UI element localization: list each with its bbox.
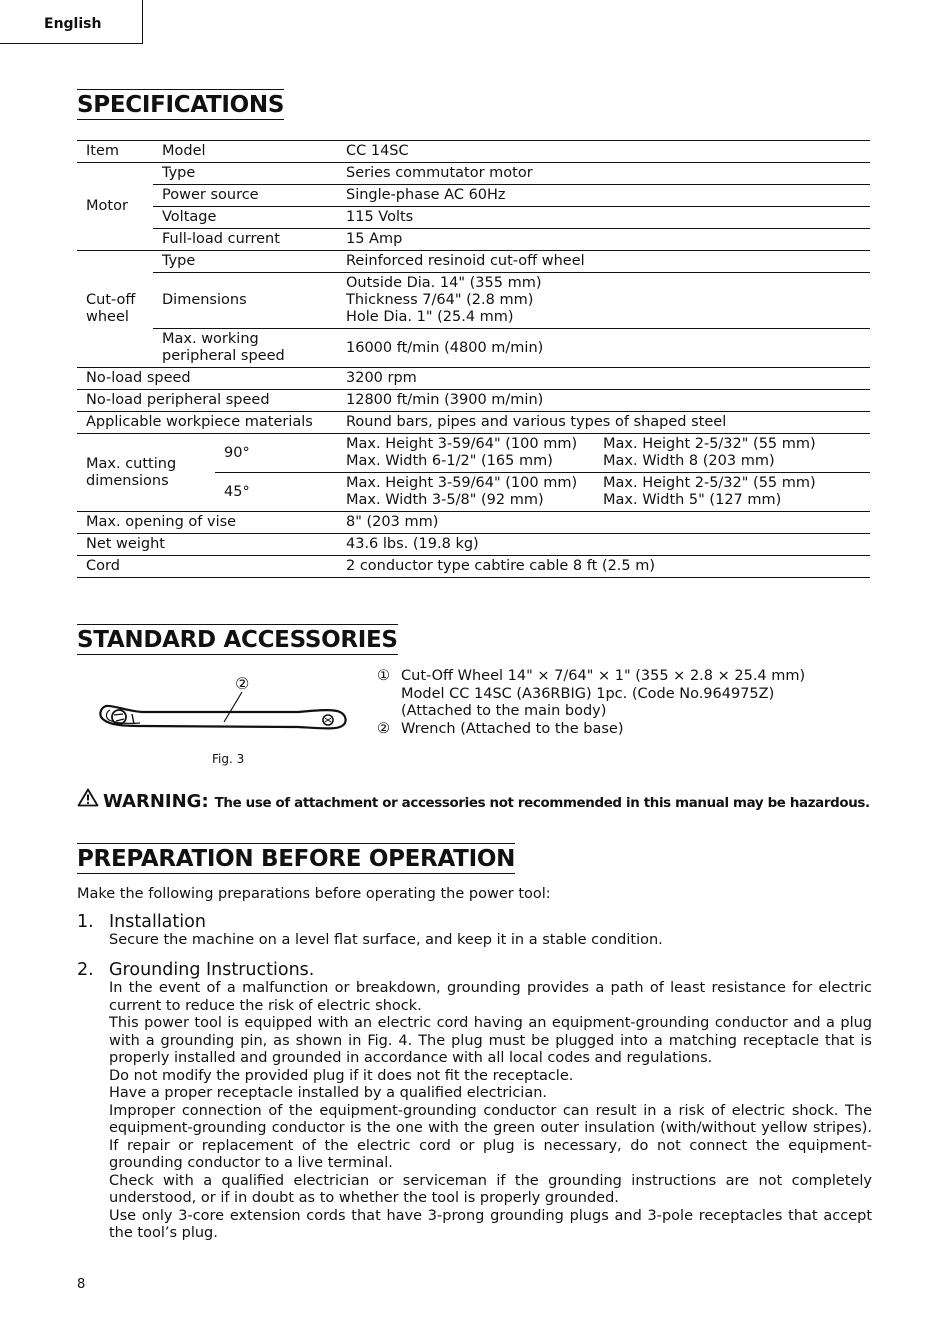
step-grounding [77,960,872,1243]
table-cell: 3200 rpm [337,368,870,390]
table-row [77,556,870,578]
table-cell: Applicable workpiece materials [77,412,337,434]
cell-line: dimensions [86,472,169,489]
preparation-intro: Make the following preparations before operating the power tool: [77,886,551,902]
paragraph: Check with a qualified electrician or serviceman if the grounding instructions are not completely understood, or if in doubt as to whether the tool is properly grounded. [109,1172,872,1206]
table-cell [337,273,870,329]
cell-line: Max. Height 3-59/64" (100 mm) [346,475,578,491]
item-number: ① [377,668,390,684]
table-cell [594,473,870,512]
table-cell: Voltage [153,207,337,229]
cell-line: Max. Width 6-1/2" (165 mm) [346,453,553,469]
warning-notice [77,788,877,812]
table-cell: Type [153,251,337,273]
table-cell: Single-phase AC 60Hz [337,185,870,207]
table-cell: Series commutator motor [337,163,870,185]
list-item [377,721,805,739]
language-label: English [44,16,102,32]
specifications-title: SPECIFICATIONS [77,89,284,120]
paragraph: Improper connection of the equipment-grounding conductor can result in a risk of electric shock. The equipment-grounding conductor is the one with the green outer insulation (with/without yellow stripes). If repair or replacement of the electric cord or plug is necessary, do not connect the equipment-grounding conductor to a live terminal. [109,1102,872,1171]
paragraph: Use only 3-core extension cords that have 3-prong grounding plugs and 3-pole receptacles that accept the tool’s plug. [109,1207,872,1241]
table-cell: 43.6 lbs. (19.8 kg) [337,534,870,556]
table-row [77,273,870,329]
cell-line: Max. Height 2-5/32" (55 mm) [603,436,816,452]
table-cell: 45° [215,473,337,512]
figure-callout: ② [235,674,250,693]
table-cell: 2 conductor type cabtire cable 8 ft (2.5 m) [346,558,656,574]
cell-line: Max. cutting [86,455,177,472]
table-cell: Full-load current [153,229,337,251]
warning-title: WARNING: [103,791,209,812]
table-cell [337,434,594,473]
table-cell: Model [153,141,337,163]
cell-line: Max. Height 2-5/32" (55 mm) [603,475,816,491]
wrench-icon [92,670,352,746]
cell-line: Max. Width 5" (127 mm) [603,492,782,508]
step-number: 1. [77,912,94,932]
table-cell: No-load speed [77,368,337,390]
table-row [77,512,870,534]
step-number: 2. [77,960,94,980]
warning-text: The use of attachment or accessories not recommended in this manual may be hazardous. [214,796,870,811]
language-tab [0,0,143,44]
table-row [77,412,870,434]
table-cell: 90° [215,434,337,473]
table-row [77,434,870,473]
cell-line: peripheral speed [162,348,285,364]
table-cell: Power source [153,185,337,207]
cell-line: Cut-off [86,292,136,308]
cell-line: wheel [86,309,129,325]
table-cell: No-load peripheral speed [77,390,337,412]
table-cell: Item [77,141,153,163]
table-cell [153,329,337,368]
step-title: Installation [109,912,206,932]
warning-triangle-icon [77,788,99,807]
table-cell [77,434,215,512]
table-row [77,141,870,163]
table-cell: Net weight [77,534,337,556]
table-cell: Type [153,163,337,185]
table-row [77,329,870,368]
cell-line: Outside Dia. 14" (355 mm) [346,275,542,291]
table-cell: Cord [86,558,120,574]
paragraph: Have a proper receptacle installed by a qualified electrician. [109,1085,548,1101]
table-cell: 115 Volts [337,207,870,229]
step-installation [77,912,872,950]
item-number: ② [377,720,390,737]
specifications-table [77,140,870,578]
table-cell: Max. opening of vise [77,512,337,534]
table-cell [337,473,594,512]
cell-line: Hole Dia. 1" (25.4 mm) [346,309,514,325]
paragraph: In the event of a malfunction or breakdown, grounding provides a path of least resistance for electric current to reduce the risk of electric shock. [109,980,872,1014]
table-cell: Reinforced resinoid cut-off wheel [337,251,870,273]
table-cell: 15 Amp [337,229,870,251]
paragraph: This power tool is equipped with an electric cord having an equipment-grounding conductor and a plug with a grounding pin, as shown in Fig. 4. The plug must be plugged into a matching receptacle that is properly installed and grounded in accordance with all local codes and regulations. [109,1015,872,1066]
standard-accessories-title: STANDARD ACCESSORIES [77,624,398,655]
cell-line: Max. Width 3-5/8" (92 mm) [346,492,544,508]
table-row [77,163,870,185]
list-item [377,668,805,721]
table-row [77,534,870,556]
cell-line: Thickness 7/64" (2.8 mm) [346,292,534,308]
wrench-figure [92,670,352,750]
table-cell: 12800 ft/min (3900 m/min) [337,390,870,412]
item-line: (Attached to the main body) [401,703,607,719]
preparation-title: PREPARATION BEFORE OPERATION [77,843,515,874]
table-cell: 16000 ft/min (4800 m/min) [337,329,870,368]
page-number: 8 [77,1277,86,1292]
cell-line: Max. Height 3-59/64" (100 mm) [346,436,578,452]
table-cell [77,251,153,368]
table-row [77,229,870,251]
table-cell: Dimensions [153,273,337,329]
accessories-list [377,668,805,738]
cell-line: Max. Width 8 (203 mm) [603,453,775,469]
table-cell: Motor [77,163,153,251]
table-row [77,368,870,390]
step-text: Secure the machine on a level flat surface, and keep it in a stable condition. [109,932,663,948]
table-row [77,390,870,412]
cell-line: Max. working [162,331,259,347]
table-row [77,251,870,273]
paragraph: Do not modify the provided plug if it does not fit the receptacle. [109,1067,574,1084]
item-line: Cut-Off Wheel 14" × 7/64" × 1" (355 × 2.8 × 25.4 mm) [401,668,806,684]
item-line: Wrench (Attached to the base) [401,720,624,737]
table-cell: Round bars, pipes and various types of shaped steel [337,412,870,434]
figure-caption: Fig. 3 [212,752,245,766]
table-row [77,185,870,207]
table-cell: 8" (203 mm) [337,512,870,534]
item-line: Model CC 14SC (A36RBIG) 1pc. (Code No.964975Z) [401,685,775,702]
step-title: Grounding Instructions. [109,960,315,980]
table-cell [594,434,870,473]
table-row [77,207,870,229]
table-cell: CC 14SC [337,141,870,163]
